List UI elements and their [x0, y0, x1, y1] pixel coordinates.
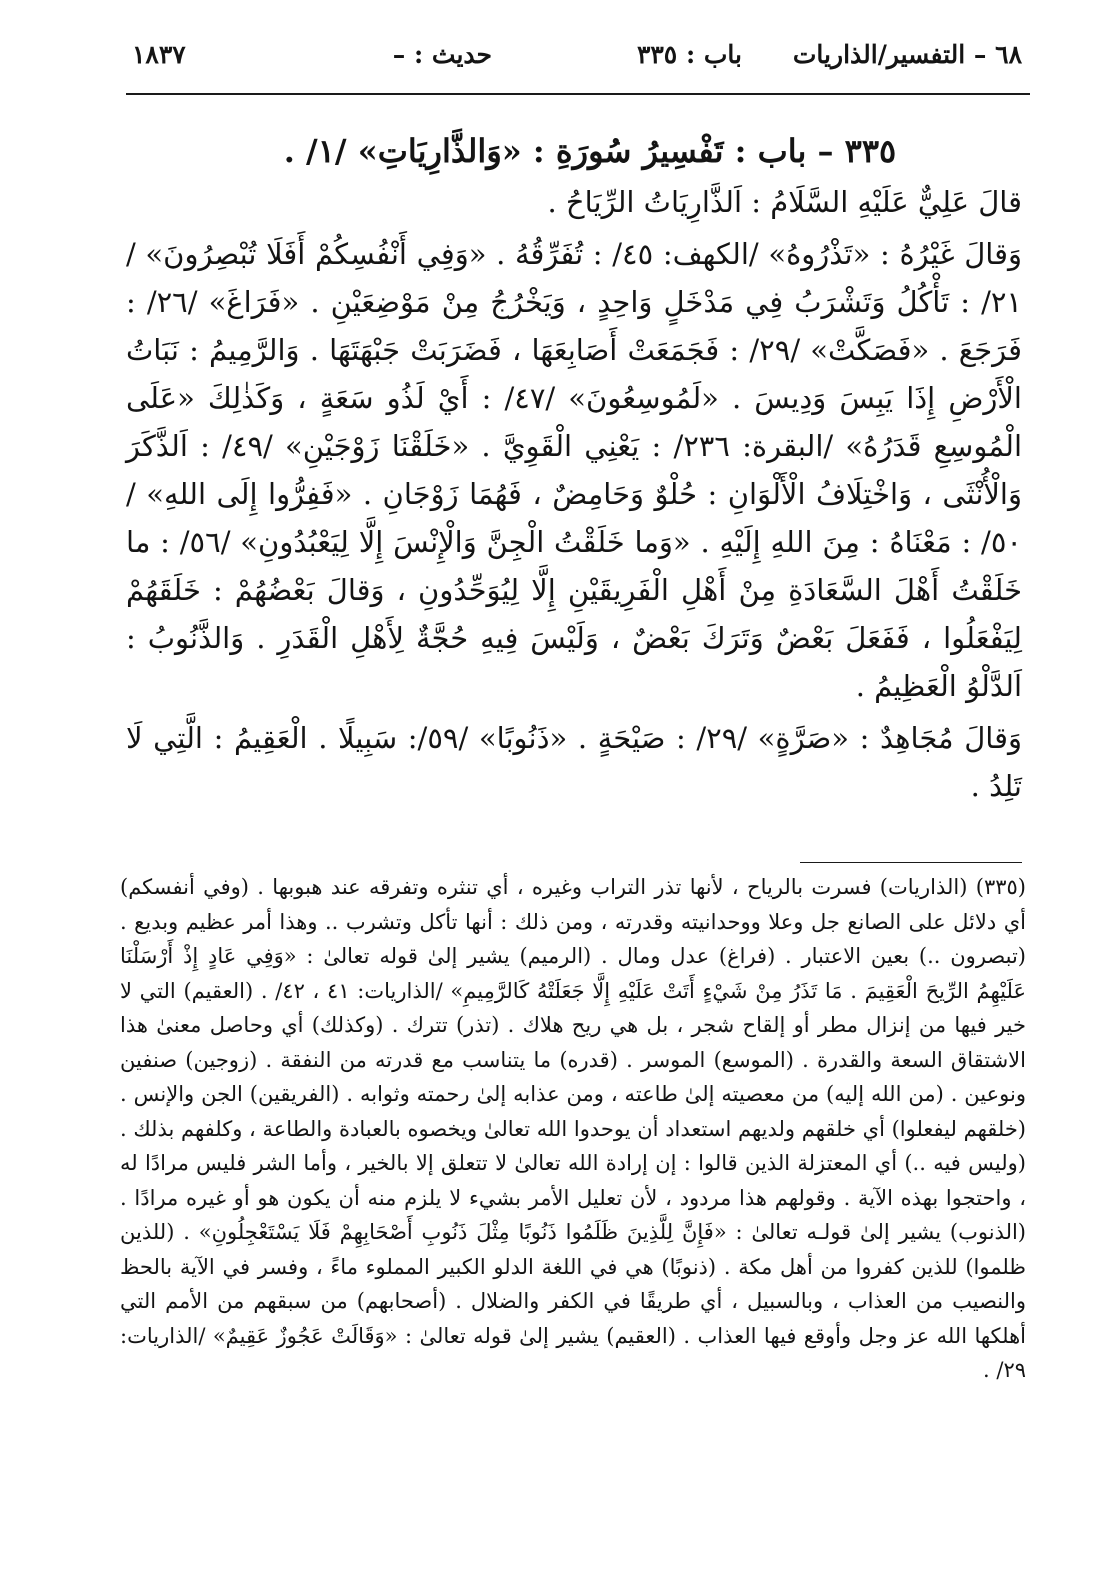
main-paragraph-others: وَقالَ غَيْرُهُ : «تَذْرُوهُ» /الكهف: ٤٥/ : تُفَرِّقُهُ . «وَفِي أَنْفُسِكُمْ أَفَلَا تُبْصِرُونَ» /٢١/ : تَأْكُلُ وَتَشْرَبُ فِي مَدْخَلٍ وَاحِدٍ ، وَيَخْرُجُ مِنْ مَوْضِعَيْنِ . «فَرَاغَ» /٢٦/ : فَرَجَعَ . «فَصَكَّتْ» /٢٩/ : فَجَمَعَتْ أَصَابِعَهَا ، فَضَرَبَتْ جَبْهَتَهَا . وَالرَّمِيمُ : نَبَاتُ الْأَرْضِ إِذَا يَبِسَ وَدِيسَ . «لَمُوسِعُونَ» /٤٧/ : أَيْ لَذُو سَعَةٍ ، وَكَذٰلِكَ «عَلَى الْمُوسِعِ قَدَرُهُ» /البقرة: ٢٣٦/ : يَعْنِي الْقَوِيَّ . «خَلَقْنَا زَوْجَيْنِ» /٤٩/ : اَلذَّكَرَ وَالْأُنْثَى ، وَاخْتِلَافُ الْأَلْوَانِ : حُلْوٌ وَحَامِضٌ ، فَهُمَا زَوْجَانِ . «فَفِرُّوا إِلَى اللهِ» /٥٠/ : مَعْنَاهُ : مِنَ اللهِ إِلَيْهِ . «وَما خَلَقْتُ الْجِنَّ وَالْإِنْسَ إِلَّا لِيَعْبُدُونِ» /٥٦/ : ما خَلَقْتُ أَهْلَ السَّعَادَةِ مِنْ أَهْلِ الْفَرِيقَيْنِ إِلَّا لِيُوَحِّدُونِ ، وَقالَ بَعْضُهُمْ : خَلَقَهُمْ لِيَفْعَلُوا ، فَفَعَلَ بَعْضٌ وَتَرَكَ بَعْضٌ ، وَلَيْسَ فِيهِ حُجَّةٌ لِأَهْلِ الْقَدَرِ . وَالذَّنُوبُ : اَلدَّلْوُ الْعَظِيمُ . [126, 237, 1023, 703]
footnote-block [120, 870, 1026, 1388]
footnote-text: (٣٣٥) (الذاريات) فسرت بالرياح ، لأنها تذر التراب وغيره ، أي تنثره وتفرقه عند هبوبها . (وفي أنفسكم) أي دلائل على الصانع جل وعلا ووحدانيته وقدرته ، ومن ذلك : أنها تأكل وتشرب .. وهذا أمر عظيم وبديع . (تبصرون ..) بعين الاعتبار . (فراغ) عدل ومال . (الرميم) يشير إلىٰ قوله تعالىٰ : «وَفِي عَادٍ إِذْ أَرْسَلْنَا عَلَيْهِمُ الرِّيحَ الْعَقِيمَ . مَا تَذَرُ مِنْ شَيْءٍ أَتَتْ عَلَيْهِ إِلَّا جَعَلَتْهُ كَالرَّمِيمِ» /الذاريات: ٤١ ، ٤٢/ . (العقيم) التي لا خير فيها من إنزال مطر أو إلقاح شجر ، بل هي ريح هلاك . (تذر) تترك . (وكذلك) أي وحاصل معنىٰ هذا الاشتقاق السعة والقدرة . (الموسع) الموسر . (قدره) ما يتناسب مع قدرته من النفقة . (زوجين) صنفين ونوعين . (من الله إليه) من معصيته إلىٰ طاعته ، ومن عذابه إلىٰ رحمته وثوابه . (الفريقين) الجن والإنس . (خلقهم ليفعلوا) أي خلقهم ولديهم استعداد أن يوحدوا الله تعالىٰ ويخصوه بالعبادة والطاعة ، وكلفهم بذلك . (وليس فيه ..) أي المعتزلة الذين قالوا : إن إرادة الله تعالىٰ لا تتعلق إلا بالخير ، وأما الشر فليس مرادًا له ، واحتجوا بهذه الآية . وقولهم هذا مردود ، لأن تعليل الأمر بشيء لا يلزم منه أن يكون هو أو غيره مرادًا . (الذنوب) يشير إلىٰ قولـه تعالىٰ : «فَإِنَّ لِلَّذِينَ ظَلَمُوا ذَنُوبًا مِثْلَ ذَنُوبِ أَصْحَابِهِمْ فَلَا يَسْتَعْجِلُونِ» . (للذين ظلموا) للذين كفروا من أهل مكة . (ذنوبًا) هي في اللغة الدلو الكبير المملوء ماءً ، وفسر في الآية بالحظ والنصيب من العذاب ، وبالسبيل ، أي طريقًا في الكفر والضلال . (أصحابهم) من سبقهم من الأمم التي أهلكها الله عز وجل وأوقع فيها العذاب . (العقيم) يشير إلىٰ قوله تعالىٰ : «وَقَالَتْ عَجُوزٌ عَقِيمٌ» /الذاريات: ٢٩/ . [120, 875, 1026, 1382]
chapter-heading: ٣٣٥ – باب : تَفْسِيرُ سُورَةِ : «وَالذَّارِيَاتِ» /١/ . [283, 132, 897, 170]
main-paragraph-ali: قالَ عَلِيٌّ عَلَيْهِ السَّلَامُ : اَلذَّارِيَاتُ الرِّيَاحُ . [547, 185, 1022, 219]
header-divider [126, 93, 1030, 95]
main-paragraph-mujahid: وَقالَ مُجَاهِدٌ : «صَرَّةٍ» /٢٩/ : صَيْحَةٍ . «ذَنُوبًا» /٥٩/: سَبِيلًا . الْعَقِيمُ : الَّتِي لَا تَلِدُ . [126, 721, 1022, 803]
footnote-divider [800, 862, 1022, 863]
main-text [126, 178, 1022, 814]
header-bab: باب : ٣٣٥ [636, 40, 742, 69]
header-hadith: حديث : – [392, 40, 492, 69]
page-number: ١٨٣٧ [132, 40, 186, 69]
running-header [132, 40, 1022, 84]
header-chapter: ٦٨ – التفسير/الذاريات [792, 40, 1022, 69]
